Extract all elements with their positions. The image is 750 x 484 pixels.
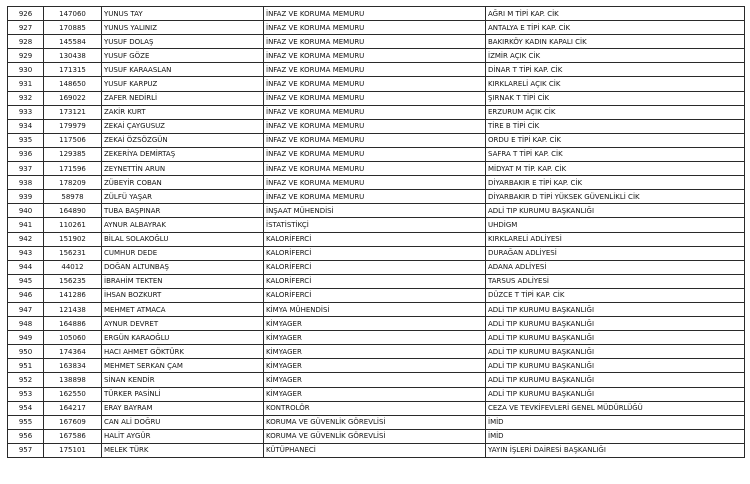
registry-number-cell: 171596 bbox=[44, 162, 102, 176]
assigned-unit-cell: MİDYAT M TİP. KAP. CİK bbox=[486, 162, 745, 176]
full-name-cell: MEHMET ATMACA bbox=[102, 302, 264, 316]
row-number-cell: 927 bbox=[8, 21, 44, 35]
table-row bbox=[8, 443, 745, 457]
full-name-cell: ERAY BAYRAM bbox=[102, 401, 264, 415]
registry-number-cell: 178209 bbox=[44, 176, 102, 190]
row-number-cell: 944 bbox=[8, 260, 44, 274]
full-name-cell: YUSUF KARPUZ bbox=[102, 77, 264, 91]
assigned-unit-cell: AĞRI M TİPİ KAP. CİK bbox=[486, 7, 745, 21]
table-row bbox=[8, 218, 745, 232]
registry-number-cell: 129385 bbox=[44, 147, 102, 161]
registry-number-cell: 141286 bbox=[44, 288, 102, 302]
row-number-cell: 948 bbox=[8, 317, 44, 331]
full-name-cell: SİNAN KENDİR bbox=[102, 373, 264, 387]
assigned-unit-cell: SAFRA T TİPİ KAP. CİK bbox=[486, 147, 745, 161]
row-number-cell: 940 bbox=[8, 204, 44, 218]
registry-number-cell: 44012 bbox=[44, 260, 102, 274]
registry-number-cell: 179979 bbox=[44, 119, 102, 133]
assigned-unit-cell: ADLİ TIP KURUMU BAŞKANLIĞI bbox=[486, 345, 745, 359]
table-row bbox=[8, 401, 745, 415]
assigned-unit-cell: ŞIRNAK T TİPİ CİK bbox=[486, 91, 745, 105]
job-title-cell: İNFAZ VE KORUMA MEMURU bbox=[264, 77, 486, 91]
table-row bbox=[8, 232, 745, 246]
assigned-unit-cell: ADLİ TIP KURUMU BAŞKANLIĞI bbox=[486, 331, 745, 345]
personnel-table bbox=[7, 6, 745, 458]
registry-number-cell: 167609 bbox=[44, 415, 102, 429]
job-title-cell: İNFAZ VE KORUMA MEMURU bbox=[264, 21, 486, 35]
table-row bbox=[8, 345, 745, 359]
table-row bbox=[8, 162, 745, 176]
full-name-cell: İBRAHİM TEKTEN bbox=[102, 274, 264, 288]
registry-number-cell: 151902 bbox=[44, 232, 102, 246]
registry-number-cell: 169022 bbox=[44, 91, 102, 105]
registry-number-cell: 174364 bbox=[44, 345, 102, 359]
row-number-cell: 933 bbox=[8, 105, 44, 119]
full-name-cell: MEHMET SERKAN ÇAM bbox=[102, 359, 264, 373]
row-number-cell: 943 bbox=[8, 246, 44, 260]
table-row bbox=[8, 246, 745, 260]
registry-number-cell: 173121 bbox=[44, 105, 102, 119]
assigned-unit-cell: İMİD bbox=[486, 415, 745, 429]
job-title-cell: KÜTÜPHANECİ bbox=[264, 443, 486, 457]
full-name-cell: İHSAN BOZKURT bbox=[102, 288, 264, 302]
assigned-unit-cell: ADLİ TIP KURUMU BAŞKANLIĞI bbox=[486, 204, 745, 218]
assigned-unit-cell: ERZURUM AÇIK CİK bbox=[486, 105, 745, 119]
full-name-cell: ZEKAİ ÇAYGUSUZ bbox=[102, 119, 264, 133]
table-row bbox=[8, 331, 745, 345]
job-title-cell: KİMYAGER bbox=[264, 359, 486, 373]
full-name-cell: ZAFER NEDİRLİ bbox=[102, 91, 264, 105]
assigned-unit-cell: DÜZCE T TİPİ KAP. CİK bbox=[486, 288, 745, 302]
table-row bbox=[8, 77, 745, 91]
job-title-cell: İNFAZ VE KORUMA MEMURU bbox=[264, 7, 486, 21]
job-title-cell: İNFAZ VE KORUMA MEMURU bbox=[264, 35, 486, 49]
full-name-cell: HALİT AYGÜR bbox=[102, 429, 264, 443]
job-title-cell: İNFAZ VE KORUMA MEMURU bbox=[264, 49, 486, 63]
row-number-cell: 936 bbox=[8, 147, 44, 161]
registry-number-cell: 58978 bbox=[44, 190, 102, 204]
table-row bbox=[8, 21, 745, 35]
row-number-cell: 935 bbox=[8, 133, 44, 147]
row-number-cell: 950 bbox=[8, 345, 44, 359]
assigned-unit-cell: UHDİGM bbox=[486, 218, 745, 232]
table-row bbox=[8, 317, 745, 331]
assigned-unit-cell: TİRE B TİPİ CİK bbox=[486, 119, 745, 133]
assigned-unit-cell: ADLİ TIP KURUMU BAŞKANLIĞI bbox=[486, 387, 745, 401]
full-name-cell: YUSUF KARAASLAN bbox=[102, 63, 264, 77]
row-number-cell: 937 bbox=[8, 162, 44, 176]
job-title-cell: İNFAZ VE KORUMA MEMURU bbox=[264, 105, 486, 119]
table-row bbox=[8, 176, 745, 190]
registry-number-cell: 170885 bbox=[44, 21, 102, 35]
job-title-cell: İSTATİSTİKÇİ bbox=[264, 218, 486, 232]
row-number-cell: 949 bbox=[8, 331, 44, 345]
registry-number-cell: 171315 bbox=[44, 63, 102, 77]
assigned-unit-cell: DİYARBAKIR E TİPİ KAP. CİK bbox=[486, 176, 745, 190]
registry-number-cell: 138898 bbox=[44, 373, 102, 387]
assigned-unit-cell: ANTALYA E TİPİ KAP. CİK bbox=[486, 21, 745, 35]
registry-number-cell: 167586 bbox=[44, 429, 102, 443]
table-row bbox=[8, 359, 745, 373]
registry-number-cell: 164217 bbox=[44, 401, 102, 415]
assigned-unit-cell: YAYIN İŞLERİ DAİRESİ BAŞKANLIĞI bbox=[486, 443, 745, 457]
table-row bbox=[8, 49, 745, 63]
assigned-unit-cell: KIRKLARELİ ADLİYESİ bbox=[486, 232, 745, 246]
row-number-cell: 946 bbox=[8, 288, 44, 302]
full-name-cell: ZEKERİYA DEMİRTAŞ bbox=[102, 147, 264, 161]
full-name-cell: CUMHUR DEDE bbox=[102, 246, 264, 260]
full-name-cell: AYNUR ALBAYRAK bbox=[102, 218, 264, 232]
assigned-unit-cell: KIRKLARELİ AÇIK CİK bbox=[486, 77, 745, 91]
row-number-cell: 941 bbox=[8, 218, 44, 232]
registry-number-cell: 164890 bbox=[44, 204, 102, 218]
full-name-cell: YUNUS YALINIZ bbox=[102, 21, 264, 35]
job-title-cell: KONTROLÖR bbox=[264, 401, 486, 415]
table-row bbox=[8, 415, 745, 429]
registry-number-cell: 105060 bbox=[44, 331, 102, 345]
table-row bbox=[8, 133, 745, 147]
assigned-unit-cell: ADLİ TIP KURUMU BAŞKANLIĞI bbox=[486, 302, 745, 316]
table-row bbox=[8, 105, 745, 119]
table-body bbox=[8, 7, 745, 458]
registry-number-cell: 110261 bbox=[44, 218, 102, 232]
assigned-unit-cell: İZMİR AÇIK CİK bbox=[486, 49, 745, 63]
job-title-cell: İNŞAAT MÜHENDİSİ bbox=[264, 204, 486, 218]
table-row bbox=[8, 387, 745, 401]
full-name-cell: YUNUS TAY bbox=[102, 7, 264, 21]
full-name-cell: YUSUF DOLAŞ bbox=[102, 35, 264, 49]
full-name-cell: ZEYNETTİN ARUN bbox=[102, 162, 264, 176]
job-title-cell: İNFAZ VE KORUMA MEMURU bbox=[264, 119, 486, 133]
row-number-cell: 951 bbox=[8, 359, 44, 373]
full-name-cell: CAN ALİ DOĞRU bbox=[102, 415, 264, 429]
row-number-cell: 947 bbox=[8, 302, 44, 316]
assigned-unit-cell: CEZA VE TEVKİFEVLERİ GENEL MÜDÜRLÜĞÜ bbox=[486, 401, 745, 415]
table-row bbox=[8, 35, 745, 49]
row-number-cell: 932 bbox=[8, 91, 44, 105]
registry-number-cell: 156231 bbox=[44, 246, 102, 260]
table-row bbox=[8, 190, 745, 204]
assigned-unit-cell: ADANA ADLİYESİ bbox=[486, 260, 745, 274]
row-number-cell: 945 bbox=[8, 274, 44, 288]
full-name-cell: ZÜBEYİR COBAN bbox=[102, 176, 264, 190]
job-title-cell: KALORİFERCİ bbox=[264, 260, 486, 274]
full-name-cell: ZÜLFÜ YAŞAR bbox=[102, 190, 264, 204]
assigned-unit-cell: ORDU E TİPİ KAP. CİK bbox=[486, 133, 745, 147]
full-name-cell: TUBA BAŞPINAR bbox=[102, 204, 264, 218]
job-title-cell: KALORİFERCİ bbox=[264, 288, 486, 302]
full-name-cell: HACI AHMET GÖKTÜRK bbox=[102, 345, 264, 359]
assigned-unit-cell: ADLİ TIP KURUMU BAŞKANLIĞI bbox=[486, 359, 745, 373]
table-row bbox=[8, 302, 745, 316]
full-name-cell: MELEK TÜRK bbox=[102, 443, 264, 457]
full-name-cell: ZEKAİ ÖZSÖZGÜN bbox=[102, 133, 264, 147]
registry-number-cell: 175101 bbox=[44, 443, 102, 457]
job-title-cell: İNFAZ VE KORUMA MEMURU bbox=[264, 190, 486, 204]
registry-number-cell: 148650 bbox=[44, 77, 102, 91]
job-title-cell: KİMYAGER bbox=[264, 387, 486, 401]
job-title-cell: KİMYAGER bbox=[264, 331, 486, 345]
full-name-cell: TÜRKER PASİNLİ bbox=[102, 387, 264, 401]
full-name-cell: ERGÜN KARAOĞLU bbox=[102, 331, 264, 345]
row-number-cell: 928 bbox=[8, 35, 44, 49]
row-number-cell: 954 bbox=[8, 401, 44, 415]
job-title-cell: İNFAZ VE KORUMA MEMURU bbox=[264, 63, 486, 77]
registry-number-cell: 145584 bbox=[44, 35, 102, 49]
job-title-cell: İNFAZ VE KORUMA MEMURU bbox=[264, 162, 486, 176]
table-row bbox=[8, 260, 745, 274]
table-row bbox=[8, 204, 745, 218]
job-title-cell: KİMYA MÜHENDİSİ bbox=[264, 302, 486, 316]
registry-number-cell: 130438 bbox=[44, 49, 102, 63]
job-title-cell: İNFAZ VE KORUMA MEMURU bbox=[264, 147, 486, 161]
registry-number-cell: 156235 bbox=[44, 274, 102, 288]
full-name-cell: DOĞAN ALTUNBAŞ bbox=[102, 260, 264, 274]
row-number-cell: 929 bbox=[8, 49, 44, 63]
job-title-cell: KALORİFERCİ bbox=[264, 274, 486, 288]
full-name-cell: AYNUR DEVRET bbox=[102, 317, 264, 331]
registry-number-cell: 117506 bbox=[44, 133, 102, 147]
row-number-cell: 926 bbox=[8, 7, 44, 21]
job-title-cell: İNFAZ VE KORUMA MEMURU bbox=[264, 176, 486, 190]
job-title-cell: KORUMA VE GÜVENLİK GÖREVLİSİ bbox=[264, 415, 486, 429]
row-number-cell: 931 bbox=[8, 77, 44, 91]
registry-number-cell: 163834 bbox=[44, 359, 102, 373]
registry-number-cell: 162550 bbox=[44, 387, 102, 401]
registry-number-cell: 147060 bbox=[44, 7, 102, 21]
job-title-cell: KALORİFERCİ bbox=[264, 232, 486, 246]
table-row bbox=[8, 7, 745, 21]
full-name-cell: BİLAL SOLAKOĞLU bbox=[102, 232, 264, 246]
row-number-cell: 934 bbox=[8, 119, 44, 133]
job-title-cell: İNFAZ VE KORUMA MEMURU bbox=[264, 133, 486, 147]
row-number-cell: 955 bbox=[8, 415, 44, 429]
job-title-cell: KİMYAGER bbox=[264, 345, 486, 359]
job-title-cell: KORUMA VE GÜVENLİK GÖREVLİSİ bbox=[264, 429, 486, 443]
assigned-unit-cell: TARSUS ADLİYESİ bbox=[486, 274, 745, 288]
registry-number-cell: 164886 bbox=[44, 317, 102, 331]
row-number-cell: 956 bbox=[8, 429, 44, 443]
job-title-cell: İNFAZ VE KORUMA MEMURU bbox=[264, 91, 486, 105]
row-number-cell: 953 bbox=[8, 387, 44, 401]
full-name-cell: ZAKİR KURT bbox=[102, 105, 264, 119]
table-row bbox=[8, 373, 745, 387]
job-title-cell: KALORİFERCİ bbox=[264, 246, 486, 260]
row-number-cell: 930 bbox=[8, 63, 44, 77]
assigned-unit-cell: DİYARBAKIR D TİPİ YÜKSEK GÜVENLİKLİ CİK bbox=[486, 190, 745, 204]
assigned-unit-cell: DİNAR T TİPİ KAP. CİK bbox=[486, 63, 745, 77]
assigned-unit-cell: İMİD bbox=[486, 429, 745, 443]
row-number-cell: 942 bbox=[8, 232, 44, 246]
job-title-cell: KİMYAGER bbox=[264, 373, 486, 387]
assigned-unit-cell: ADLİ TIP KURUMU BAŞKANLIĞI bbox=[486, 317, 745, 331]
table-row bbox=[8, 274, 745, 288]
job-title-cell: KİMYAGER bbox=[264, 317, 486, 331]
row-number-cell: 939 bbox=[8, 190, 44, 204]
full-name-cell: YUSUF GÖZE bbox=[102, 49, 264, 63]
assigned-unit-cell: ADLİ TIP KURUMU BAŞKANLIĞI bbox=[486, 373, 745, 387]
row-number-cell: 957 bbox=[8, 443, 44, 457]
table-row bbox=[8, 429, 745, 443]
table-row bbox=[8, 63, 745, 77]
registry-number-cell: 121438 bbox=[44, 302, 102, 316]
table-row bbox=[8, 288, 745, 302]
assigned-unit-cell: DURAĞAN ADLİYESİ bbox=[486, 246, 745, 260]
table-row bbox=[8, 91, 745, 105]
row-number-cell: 952 bbox=[8, 373, 44, 387]
row-number-cell: 938 bbox=[8, 176, 44, 190]
table-row bbox=[8, 147, 745, 161]
table-row bbox=[8, 119, 745, 133]
assigned-unit-cell: BAKIRKÖY KADIN KAPALI CİK bbox=[486, 35, 745, 49]
